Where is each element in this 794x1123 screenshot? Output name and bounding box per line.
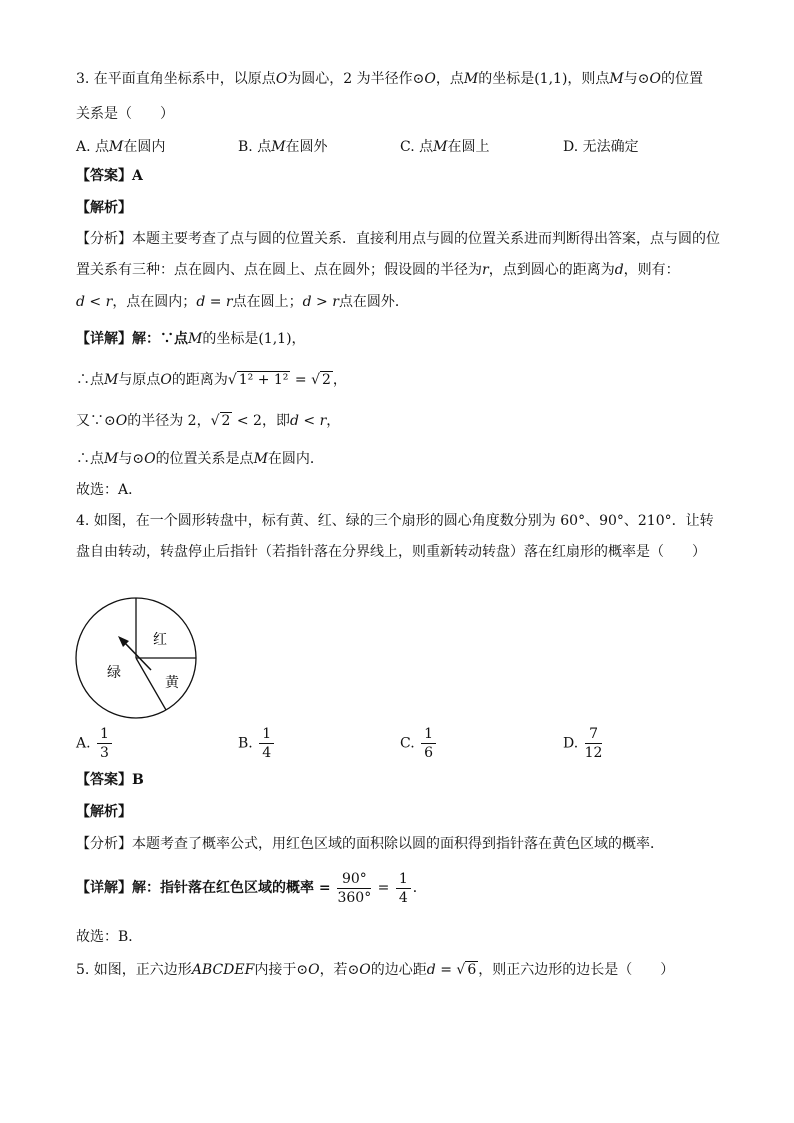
q5-text: ，则正六边形的边长是（ ）: [478, 962, 675, 978]
q3-text: =: [205, 294, 226, 310]
option-letter: A.: [76, 735, 91, 752]
denominator: 3: [100, 745, 109, 761]
circle-symbol: ⊙: [104, 413, 116, 429]
q3-stem-line1: [76, 69, 703, 89]
var-O: O: [424, 71, 436, 87]
label-yellow: 黄: [165, 675, 179, 691]
radicand: 1² + 1²: [238, 372, 289, 388]
var-O: O: [160, 372, 172, 388]
circle-symbol: ⊙: [132, 451, 145, 467]
var-O: O: [649, 71, 661, 87]
q3-analysis-line2: [76, 260, 680, 280]
var-r: r: [482, 262, 489, 278]
q5-text: 5. 如图，正六边形: [76, 962, 192, 978]
var-O: O: [115, 413, 128, 429]
q3-text: ，点在圆内；: [112, 294, 197, 310]
q3-text: 与: [118, 451, 133, 467]
var-M: M: [609, 71, 624, 87]
q3-analysis-heading: 【解析】: [76, 200, 132, 216]
var-M: M: [271, 139, 286, 155]
option-fraction: [97, 725, 112, 762]
circle-symbol: ⊙: [296, 962, 309, 978]
q5-text: ，若: [319, 962, 348, 978]
var-M: M: [433, 139, 448, 155]
q5-stem-line1: [76, 960, 674, 980]
option-letter: C.: [400, 735, 415, 752]
q3-conclusion: 故选：A．: [76, 482, 143, 498]
q3-detail-line4: [76, 449, 324, 469]
q3-text: ，: [332, 372, 347, 388]
q4-detail: [76, 868, 427, 908]
q3-text: 的半径为 2，: [127, 413, 211, 429]
q5-text: 的边心距: [370, 962, 427, 978]
var-M: M: [463, 71, 479, 87]
q3-option-b: [238, 136, 328, 156]
q4-answer: 【答案】B: [76, 772, 144, 788]
q3-stem-line2: 关系是（ ）: [76, 106, 174, 122]
var-d: d: [289, 413, 299, 429]
q3-text: < 2，即: [232, 413, 290, 429]
coord: (1,1): [534, 71, 568, 87]
q3-text: 【详解】解：∵点: [76, 331, 188, 347]
hexagon-name: ABCDEF: [191, 962, 255, 978]
sqrt-expr: √ 2: [311, 372, 331, 388]
var-M: M: [188, 331, 203, 347]
q3-text: 点在圆上；: [232, 294, 303, 310]
label-red: 红: [153, 632, 167, 648]
q4-option-c: [400, 725, 438, 762]
q3-detail-line3: [76, 411, 340, 431]
option-letter: B.: [238, 735, 253, 752]
q3-detail-line2: [76, 370, 347, 390]
q3-answer: 【答案】A: [76, 168, 143, 184]
numerator: 1: [259, 725, 274, 744]
q3-text: ∴点: [76, 451, 104, 467]
q5-text: 内接于: [254, 962, 297, 978]
q4-analysis-heading: 【解析】: [76, 804, 132, 820]
option-text: 在圆上: [447, 139, 490, 155]
var-d: d: [302, 294, 312, 310]
var-r: r: [225, 294, 233, 310]
fraction: [337, 870, 371, 907]
q3-text: 点在圆外．: [338, 294, 409, 310]
q3-option-a: [76, 136, 165, 156]
var-M: M: [104, 372, 119, 388]
var-d: d: [76, 294, 85, 310]
q3-text: 与原点: [118, 372, 161, 388]
q4-text: 【详解】解：指针落在红色区域的概率 =: [76, 880, 336, 896]
radicand: 2: [221, 413, 231, 429]
q3-text: 的坐标是: [478, 71, 535, 87]
q4-analysis: 【分析】本题考查了概率公式，用红色区域的面积除以圆的面积得到指针落在黄色区域的概率．: [76, 836, 664, 852]
coord: (1,1): [258, 331, 292, 347]
numerator: 7: [585, 725, 603, 744]
var-O: O: [275, 71, 288, 87]
q3-text: 的位置: [660, 71, 703, 87]
q5-text: =: [435, 962, 457, 978]
q4-text: =: [373, 880, 394, 896]
option-letter: B. 点: [238, 139, 272, 155]
radicand: 2: [321, 372, 331, 388]
q4-stem-line2: 盘自由转动，转盘停止后指针（若指针落在分界线上，则重新转动转盘）落在红扇形的概率是（ ）: [76, 544, 706, 560]
var-r: r: [319, 413, 327, 429]
sqrt-expr: √ 2: [210, 413, 231, 429]
option-fraction: [259, 725, 274, 762]
option-fraction: [421, 725, 436, 762]
spinner-diagram: [72, 594, 202, 724]
q4-option-b: [238, 725, 276, 762]
q3-text: 的位置关系是点: [155, 451, 254, 467]
var-M: M: [104, 451, 119, 467]
denominator: 12: [584, 745, 603, 761]
var-d: d: [196, 294, 206, 310]
q3-text: ∴点: [76, 372, 104, 388]
q3-option-c: [400, 136, 489, 156]
q3-text: ，点: [435, 71, 464, 87]
q3-text: <: [84, 294, 106, 310]
q4-option-d: [563, 725, 604, 762]
denominator: 4: [398, 889, 408, 906]
option-fraction: [585, 725, 603, 762]
q3-detail-line1: [76, 329, 306, 349]
numerator: 90°: [337, 870, 371, 889]
fraction: [396, 870, 411, 907]
var-O: O: [144, 451, 156, 467]
denominator: 6: [424, 745, 434, 761]
q3-text: 置关系有三种：点在圆内、点在圆上、点在圆外；假设圆的半径为: [76, 262, 482, 278]
q3-text: 的距离为: [171, 372, 228, 388]
option-letter: C. 点: [400, 139, 434, 155]
q3-text: <: [298, 413, 320, 429]
label-green: 绿: [107, 665, 121, 681]
q3-text: >: [311, 294, 333, 310]
q3-text: ，则点: [567, 71, 610, 87]
q4-option-a: [76, 725, 114, 762]
denominator: 4: [262, 745, 272, 761]
radicand: 6: [467, 962, 477, 978]
numerator: 1: [396, 870, 411, 889]
q3-text: 在圆内．: [267, 451, 324, 467]
circle-symbol: ⊙: [637, 71, 650, 87]
q3-text: 3. 在平面直角坐标系中，以原点: [76, 71, 276, 87]
option-letter: D. 无法确定: [563, 139, 639, 155]
q3-text: ，则有：: [623, 262, 680, 278]
q4-conclusion: 故选：B．: [76, 929, 143, 945]
var-d: d: [614, 262, 624, 278]
q3-text: ，点到圆心的距离为: [488, 262, 615, 278]
q3-text: ，: [326, 413, 341, 429]
divider-line: [136, 658, 166, 710]
circle-symbol: ⊙: [347, 962, 360, 978]
q3-text: 与: [623, 71, 638, 87]
q4-stem-line1: 4. 如图，在一个圆形转盘中，标有黄、红、绿的三个扇形的圆心角度数分别为 60°、90°、210°．让转: [76, 513, 714, 529]
q3-option-d: [563, 136, 639, 156]
pointer-line: [124, 642, 151, 670]
q3-analysis-line1: 【分析】本题主要考查了点与圆的位置关系．直接利用点与圆的位置关系进而判断得出答案，点与圆的位: [76, 231, 720, 247]
comma: ，: [291, 331, 306, 347]
q3-text: 又∵: [76, 413, 104, 429]
numerator: 1: [421, 725, 436, 744]
var-O: O: [308, 962, 320, 978]
q3-text: 为圆心，2 为半径作: [287, 71, 413, 87]
sqrt-expr: √ 1² + 1²: [227, 372, 289, 388]
var-M: M: [109, 139, 124, 155]
q3-analysis-line3: [76, 292, 409, 312]
denominator: 360°: [337, 889, 372, 906]
circle-symbol: ⊙: [412, 71, 425, 87]
numerator: 1: [97, 725, 112, 744]
option-letter: A. 点: [76, 139, 110, 155]
q3-text: 的坐标是: [202, 331, 259, 347]
var-d: d: [426, 962, 436, 978]
var-r: r: [105, 294, 113, 310]
var-r: r: [332, 294, 339, 310]
var-O: O: [359, 962, 371, 978]
q3-text: =: [290, 372, 312, 388]
q4-text: ．: [412, 880, 427, 896]
sqrt-expr: √ 6: [456, 962, 477, 978]
option-text: 在圆内: [123, 139, 166, 155]
option-text: 在圆外: [285, 139, 328, 155]
option-letter: D.: [563, 735, 579, 752]
var-M: M: [253, 451, 268, 467]
